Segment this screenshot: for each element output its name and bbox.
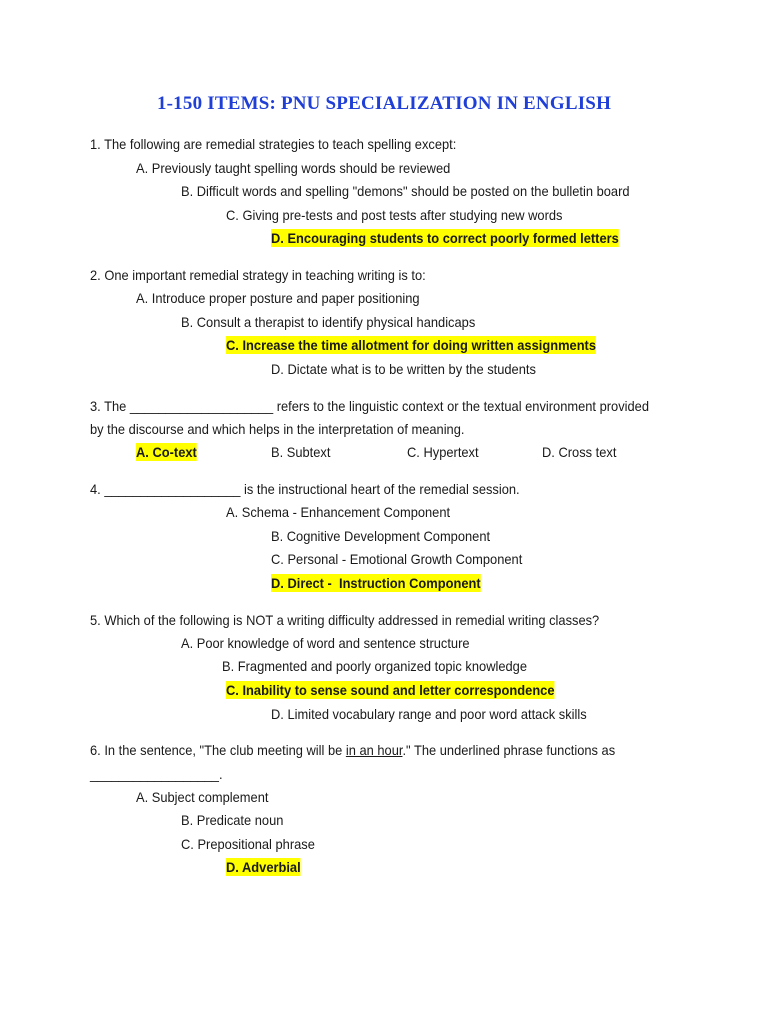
question-3-option-c: C. Hypertext	[407, 444, 479, 460]
question-5-option-c-answer: C. Inability to sense sound and letter correspondence	[226, 682, 555, 698]
question-6-option-b: B. Predicate noun	[181, 812, 284, 828]
question-6-option-a: A. Subject complement	[136, 789, 269, 805]
question-6-stem-line-2: __________________.	[90, 766, 223, 782]
question-4-option-a: A. Schema - Enhancement Component	[226, 504, 451, 520]
question-4-option-b: B. Cognitive Development Component	[271, 528, 491, 544]
question-2-option-c-answer: C. Increase the time allotment for doing written assignments	[226, 337, 597, 353]
question-6-underlined-phrase: in an hour	[345, 742, 403, 758]
question-3-option-d: D. Cross text	[542, 444, 617, 460]
question-1-option-c: C. Giving pre-tests and post tests after studying new words	[226, 207, 563, 223]
question-6-option-c: C. Prepositional phrase	[181, 836, 315, 852]
question-5-option-d: D. Limited vocabulary range and poor word attack skills	[271, 706, 587, 722]
question-3-stem-line-2: by the discourse and which helps in the interpretation of meaning.	[90, 421, 465, 437]
page-title: 1-150 ITEMS: PNU SPECIALIZATION IN ENGLISH	[156, 93, 612, 114]
question-5-option-a: A. Poor knowledge of word and sentence structure	[181, 635, 470, 651]
question-1-option-b: B. Difficult words and spelling "demons" should be posted on the bulletin board	[181, 183, 630, 199]
question-1-option-d-answer: D. Encouraging students to correct poorly formed letters	[271, 230, 619, 246]
question-4-option-d-answer: D. Direct - Instruction Component	[271, 575, 481, 591]
question-2-option-d: D. Dictate what is to be written by the students	[271, 361, 536, 377]
question-2-option-b: B. Consult a therapist to identify physical handicaps	[181, 314, 476, 330]
question-3-option-b: B. Subtext	[271, 444, 331, 460]
question-5-option-b: B. Fragmented and poorly organized topic knowledge	[222, 658, 528, 674]
question-2-option-a: A. Introduce proper posture and paper positioning	[136, 290, 420, 306]
question-1-option-a: A. Previously taught spelling words should be reviewed	[136, 160, 451, 176]
question-6-stem-post: ." The underlined phrase functions as	[402, 742, 616, 758]
question-5-stem: 5. Which of the following is NOT a writing difficulty addressed in remedial writing classes?	[90, 612, 600, 628]
question-2-stem: 2. One important remedial strategy in teaching writing is to:	[90, 267, 426, 283]
question-6-stem-pre: 6. In the sentence, "The club meeting will be	[90, 742, 346, 758]
question-1-stem: 1. The following are remedial strategies to teach spelling except:	[90, 136, 457, 152]
question-4-stem: 4. ___________________ is the instructional heart of the remedial session.	[90, 481, 520, 497]
question-6-option-d-answer: D. Adverbial	[226, 859, 301, 875]
question-4-option-c: C. Personal - Emotional Growth Component	[271, 551, 523, 567]
question-3-option-a-answer: A. Co-text	[136, 444, 197, 460]
question-3-stem-line-1: 3. The ____________________ refers to the linguistic context or the textual environment provided	[90, 398, 650, 414]
question-6-stem-line-1	[90, 741, 615, 759]
